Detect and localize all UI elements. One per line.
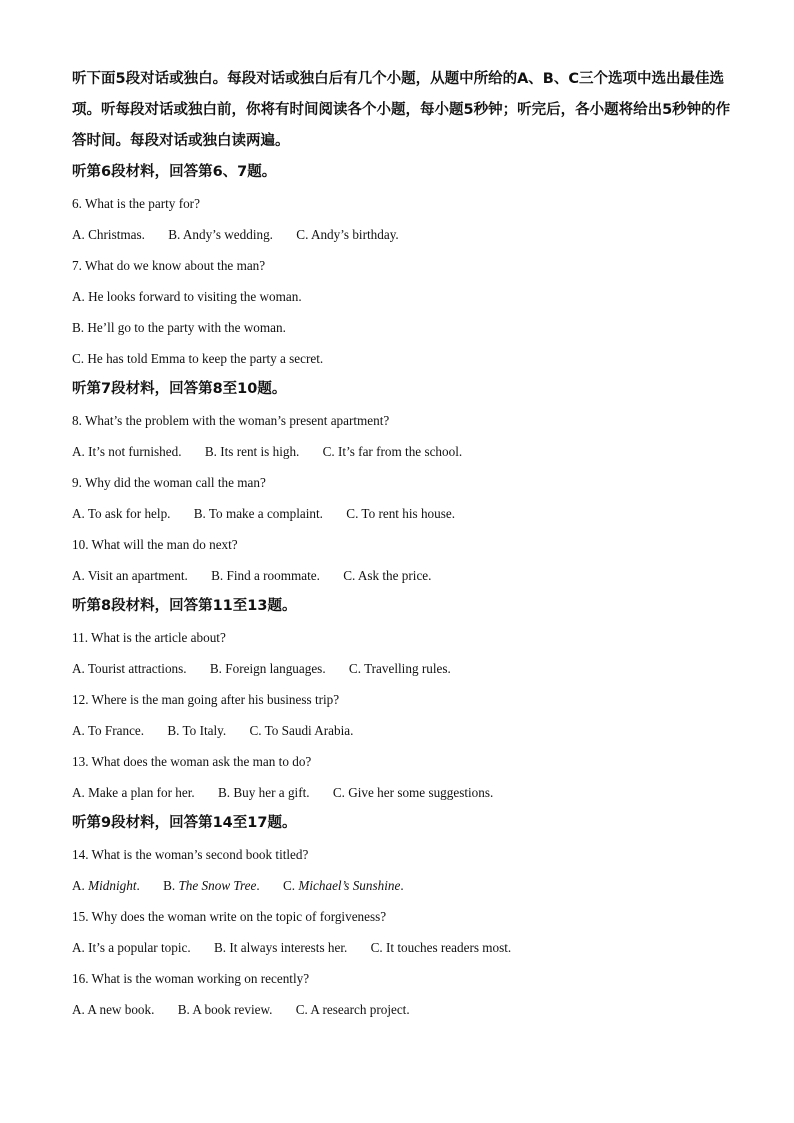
question-9-options: [72, 498, 732, 529]
question-16-options: [72, 994, 732, 1025]
question-14-stem: 14. What is the woman’s second book titled?: [72, 847, 309, 862]
option-a[interactable]: [72, 870, 140, 901]
question-13-options: [72, 777, 732, 808]
option-b[interactable]: B. A book review.: [177, 1002, 273, 1017]
option-c[interactable]: C. It’s far from the school.: [322, 444, 463, 459]
question-6-stem: 6. What is the party for?: [72, 196, 200, 211]
section-heading: 听第9段材料，回答第14至17题。: [72, 815, 297, 831]
option-end: .: [256, 878, 260, 893]
exam-page: [72, 64, 732, 1025]
option-b[interactable]: B. It always interests her.: [213, 940, 348, 955]
instructions: 听下面5段对话或独白。每段对话或独白后有几个小题，从题中所给的A、B、C三个选项中选出最佳选项。听每段对话或独白前，你将有时间阅读各个小题，每小题5秒钟；听完后，各小题将给出5秒钟的作答时间。每段对话或独白读两遍。: [72, 71, 731, 149]
option-c[interactable]: [283, 870, 404, 901]
option-a[interactable]: A. Make a plan for her.: [72, 785, 195, 800]
option-end: .: [400, 878, 404, 893]
option-a[interactable]: A. Tourist attractions.: [72, 661, 187, 676]
option-c[interactable]: C. Travelling rules.: [348, 661, 451, 676]
option-letter: A.: [72, 878, 85, 893]
question-14-options: [72, 870, 732, 901]
question-15-options: [72, 932, 732, 963]
question-12-options: [72, 715, 732, 746]
question-13-stem: 13. What does the woman ask the man to do?: [72, 754, 312, 769]
section-heading: 听第7段材料，回答第8至10题。: [72, 381, 287, 397]
question-7-option-b[interactable]: B. He’ll go to the party with the woman.: [72, 320, 286, 335]
section-6: [72, 157, 732, 374]
option-a[interactable]: A. Christmas.: [72, 227, 145, 242]
book-title: The Snow Tree: [178, 878, 257, 893]
option-letter: B.: [163, 878, 176, 893]
option-a[interactable]: A. It’s not furnished.: [72, 444, 182, 459]
option-b[interactable]: B. Find a roommate.: [211, 568, 320, 583]
option-a[interactable]: A. To ask for help.: [72, 506, 171, 521]
option-a[interactable]: A. Visit an apartment.: [72, 568, 188, 583]
section-heading: 听第8段材料，回答第11至13题。: [72, 598, 297, 614]
option-a[interactable]: A. A new book.: [72, 1002, 155, 1017]
option-c[interactable]: C. A research project.: [295, 1002, 410, 1017]
option-b[interactable]: B. To make a complaint.: [193, 506, 323, 521]
question-7-option-c[interactable]: C. He has told Emma to keep the party a secret.: [72, 351, 324, 366]
option-c[interactable]: C. It touches readers most.: [370, 940, 512, 955]
question-6-options: [72, 219, 732, 250]
question-8-stem: 8. What’s the problem with the woman’s present apartment?: [72, 413, 390, 428]
question-16-stem: 16. What is the woman working on recently?: [72, 971, 310, 986]
option-c[interactable]: C. Andy’s birthday.: [296, 227, 399, 242]
question-10-options: [72, 560, 732, 591]
option-letter: C.: [282, 878, 296, 893]
option-b[interactable]: [163, 870, 260, 901]
option-end: .: [136, 878, 140, 893]
question-10-stem: 10. What will the man do next?: [72, 537, 238, 552]
question-11-stem: 11. What is the article about?: [72, 630, 226, 645]
question-7-option-a[interactable]: A. He looks forward to visiting the woman.: [72, 289, 302, 304]
question-15-stem: 15. Why does the woman write on the topic of forgiveness?: [72, 909, 387, 924]
option-b[interactable]: B. Andy’s wedding.: [168, 227, 273, 242]
option-b[interactable]: B. Foreign languages.: [209, 661, 326, 676]
book-title: Michael’s Sunshine: [298, 878, 401, 893]
option-a[interactable]: A. It’s a popular topic.: [72, 940, 191, 955]
section-8: [72, 591, 732, 808]
book-title: Midnight: [88, 878, 137, 893]
option-c[interactable]: C. To Saudi Arabia.: [249, 723, 354, 738]
section-7: [72, 374, 732, 591]
option-b[interactable]: B. Buy her a gift.: [217, 785, 310, 800]
question-8-options: [72, 436, 732, 467]
question-12-stem: 12. Where is the man going after his business trip?: [72, 692, 340, 707]
question-11-options: [72, 653, 732, 684]
option-c[interactable]: C. Give her some suggestions.: [332, 785, 494, 800]
question-9-stem: 9. Why did the woman call the man?: [72, 475, 266, 490]
section-heading: 听第6段材料，回答第6、7题。: [72, 164, 277, 180]
option-c[interactable]: C. To rent his house.: [346, 506, 456, 521]
option-c[interactable]: C. Ask the price.: [343, 568, 432, 583]
option-b[interactable]: B. Its rent is high.: [204, 444, 300, 459]
option-a[interactable]: A. To France.: [72, 723, 145, 738]
option-b[interactable]: B. To Italy.: [167, 723, 227, 738]
section-9: [72, 808, 732, 1025]
question-7-stem: 7. What do we know about the man?: [72, 258, 266, 273]
